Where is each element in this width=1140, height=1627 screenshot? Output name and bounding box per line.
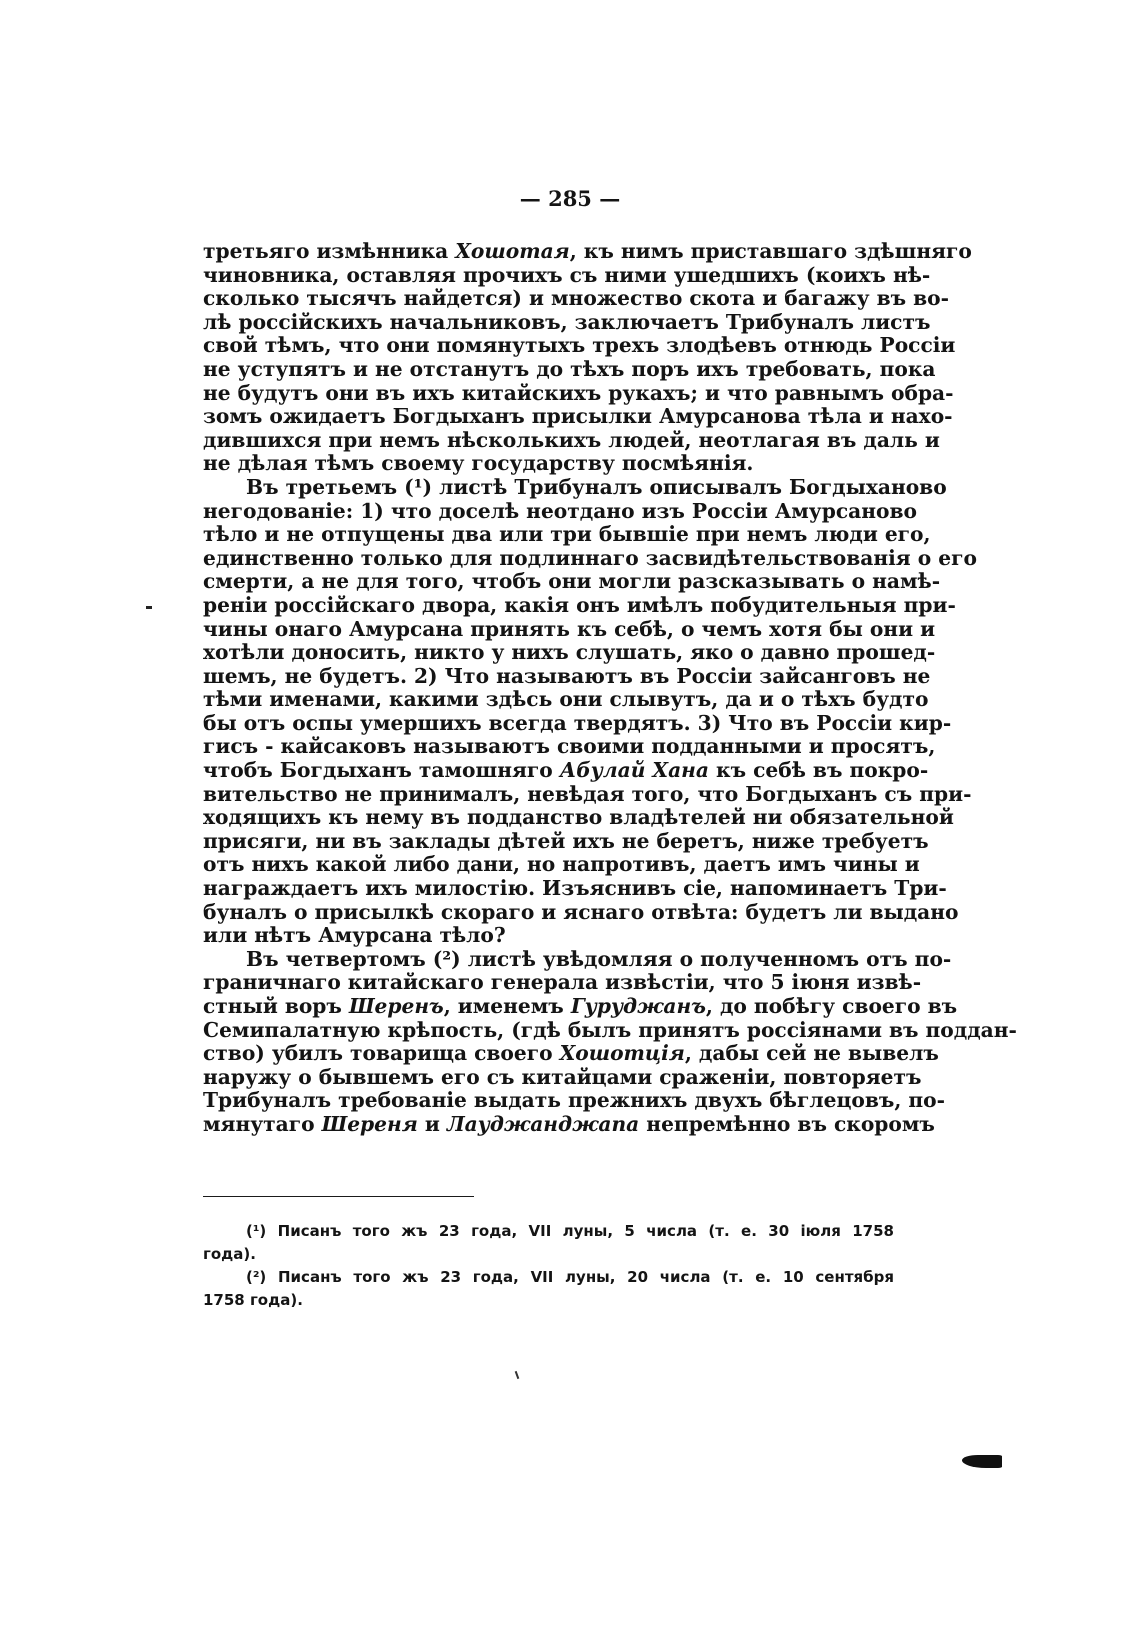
text-segment: Трибуналъ требованіе выдать прежнихъ двухъ бѣглецовъ, по- <box>203 1088 946 1113</box>
text-segment: лѣ россійскихъ начальниковъ, заключаетъ Трибуналъ листъ <box>203 309 931 334</box>
proper-name: Гуруджанъ <box>570 994 706 1018</box>
text-segment: Семипалатную крѣпость, (гдѣ былъ принятъ россіянами въ поддан- <box>203 1017 1017 1042</box>
text-segment: не дѣлая тѣмъ своему государству посмѣянія. <box>203 451 754 476</box>
text-segment: непремѣнно въ скоромъ <box>639 1111 935 1136</box>
text-segment: вительство не принималъ, невѣдая того, что Богдыханъ съ при- <box>203 781 972 806</box>
text-segment: гисъ - кайсаковъ называютъ своими подданными и просятъ, <box>203 734 936 759</box>
text-line <box>203 452 894 476</box>
text-line <box>203 522 931 547</box>
proper-name: Абулай Хана <box>559 758 709 783</box>
footnote-2-cont: 1758 года). <box>203 1291 303 1309</box>
proper-name: Шереня <box>321 1111 418 1136</box>
text-segment: мянутаго <box>203 1111 322 1136</box>
text-segment: единственно только для подлиннаго засвидѣтельствованія о его <box>203 545 977 570</box>
text-segment: свой тѣмъ, что они помянутыхъ трехъ злодѣевъ отнюдь Россіи <box>203 333 956 358</box>
text-segment: ходящихъ къ нему въ подданство владѣтелей ни обязательной <box>203 805 954 830</box>
text-segment: смерти, а не для того, чтобъ они могли разсказывать о намѣ- <box>203 569 941 594</box>
stray-mark <box>515 1371 520 1379</box>
text-line <box>203 710 952 736</box>
footnote-2: (²) Писанъ того жъ 23 года, VII луны, 20 числа (т. е. 10 сентября <box>246 1268 894 1286</box>
text-line <box>203 569 941 594</box>
text-line <box>203 333 956 358</box>
text-segment: чтобъ Богдыханъ тамошняго <box>203 758 560 783</box>
text-segment: чины онаго Амурсана принять къ себѣ, о чемъ хотя бы они и <box>203 616 936 641</box>
text-segment: шемъ, не будетъ. 2) Что называютъ въ Россіи зайсанговъ не <box>203 663 931 688</box>
text-segment: зомъ ожидаетъ Богдыханъ присылки Амурсанова тѣла и нахо- <box>203 404 953 429</box>
text-segment: не уступятъ и не отстанутъ до тѣхъ поръ ихъ требовать, пока <box>203 356 936 381</box>
footnote-1-cont: года). <box>203 1245 256 1263</box>
text-line <box>203 640 936 665</box>
text-segment: бы отъ оспы умершихъ всегда твердятъ. 3) Что въ Россіи кир- <box>203 710 952 735</box>
ink-blot <box>962 1455 1002 1468</box>
proper-name: Шеренъ <box>348 994 444 1018</box>
text-segment: присяги, ни въ заклады дѣтей ихъ не беретъ, ниже требуетъ <box>203 828 929 853</box>
text-line <box>203 427 940 453</box>
text-segment: сколько тысячъ найдется) и множество скота и багажу въ во- <box>203 286 950 311</box>
text-segment: хотѣли доносить, никто у нихъ слушать, яко о давно прошед- <box>203 640 936 665</box>
text-segment: наружу о бывшемъ его съ китайцами сраженіи, повторяетъ <box>203 1064 922 1089</box>
text-line <box>203 1088 946 1113</box>
text-segment: тѣло и не отпущены два или три бывшіе при немъ люди его, <box>203 522 931 547</box>
text-segment: ство) убилъ товарища своего <box>203 1041 560 1066</box>
text-line <box>203 286 950 311</box>
text-line <box>203 663 931 689</box>
text-line <box>203 592 956 618</box>
text-segment: къ себѣ въ покро- <box>708 758 929 783</box>
text-segment: реніи россійскаго двора, какія онъ имѣлъ побудительныя при- <box>203 592 956 617</box>
text-segment: стный воръ <box>203 994 349 1018</box>
body-text <box>203 239 1017 1137</box>
text-line <box>203 852 920 877</box>
text-line <box>203 380 954 406</box>
text-line <box>203 1064 922 1090</box>
text-line <box>203 404 953 429</box>
text-line <box>203 687 929 712</box>
text-line <box>203 970 922 995</box>
text-line <box>203 239 972 264</box>
footnote-rule <box>203 1196 474 1197</box>
text-segment: , дабы сей не вывелъ <box>684 1041 939 1066</box>
text-segment: Въ четвертомъ (²) листѣ увѣдомляя о полученномъ отъ по- <box>246 946 952 971</box>
text-segment: буналъ о присылкѣ скораго и яснаго отвѣта: будетъ ли выдано <box>203 899 959 924</box>
text-line <box>203 309 931 335</box>
text-segment: , именемъ <box>443 994 571 1018</box>
text-segment: и <box>417 1111 447 1136</box>
text-segment: или нѣтъ Амурсана тѣло? <box>203 923 506 948</box>
text-segment: отъ нихъ какой либо дани, но напротивъ, даетъ имъ чины и <box>203 852 920 877</box>
text-line <box>203 734 936 759</box>
text-line <box>203 616 936 642</box>
text-segment: , до побѣгу своего въ <box>705 994 958 1018</box>
text-segment: не будутъ они въ ихъ китайскихъ рукахъ; и что равнымъ обра- <box>203 380 954 405</box>
proper-name: Хошотая <box>455 239 570 263</box>
text-segment: дившихся при немъ нѣсколькихъ людей, неотлагая въ даль и <box>203 427 940 452</box>
text-segment: Въ третьемъ (¹) листѣ Трибуналъ описывалъ Богдыханово <box>246 474 947 499</box>
text-line <box>203 1111 935 1137</box>
text-line <box>203 828 929 854</box>
text-segment: награждаетъ ихъ милостію. Изъяснивъ сіе, напоминаетъ Три- <box>203 876 947 901</box>
footnote-1: (¹) Писанъ того жъ 23 года, VII луны, 5 числа (т. е. 30 іюля 1758 <box>246 1222 894 1240</box>
text-line <box>203 1017 1017 1043</box>
text-line <box>203 946 952 972</box>
text-line <box>203 356 936 382</box>
text-line <box>203 1041 939 1066</box>
text-line <box>203 994 958 1019</box>
text-line <box>203 924 894 948</box>
page-number: — 285 — <box>519 186 621 211</box>
text-segment: третьяго измѣнника <box>203 239 456 263</box>
text-line <box>203 758 929 783</box>
text-line <box>203 262 931 288</box>
text-line <box>203 781 972 807</box>
text-line <box>203 805 954 830</box>
text-line <box>203 876 947 901</box>
proper-name: Лауджанджапа <box>446 1111 640 1136</box>
text-segment: тѣми именами, какими здѣсь они слывутъ, да и о тѣхъ будто <box>203 687 929 712</box>
margin-mark <box>146 606 152 609</box>
text-segment: граничнаго китайскаго генерала извѣстіи, что 5 іюня извѣ- <box>203 970 922 995</box>
text-segment: чиновника, оставляя прочихъ съ ними ушедшихъ (коихъ нѣ- <box>203 262 931 287</box>
text-line <box>203 498 917 524</box>
text-segment: , къ нимъ приставшаго здѣшняго <box>569 239 972 263</box>
text-line <box>203 899 959 925</box>
footnotes <box>203 1220 894 1312</box>
text-line <box>203 545 977 571</box>
text-line <box>203 474 947 500</box>
text-segment: негодованіе: 1) что доселѣ неотдано изъ Россіи Амурсаново <box>203 498 917 523</box>
proper-name: Хошотція <box>559 1041 685 1066</box>
